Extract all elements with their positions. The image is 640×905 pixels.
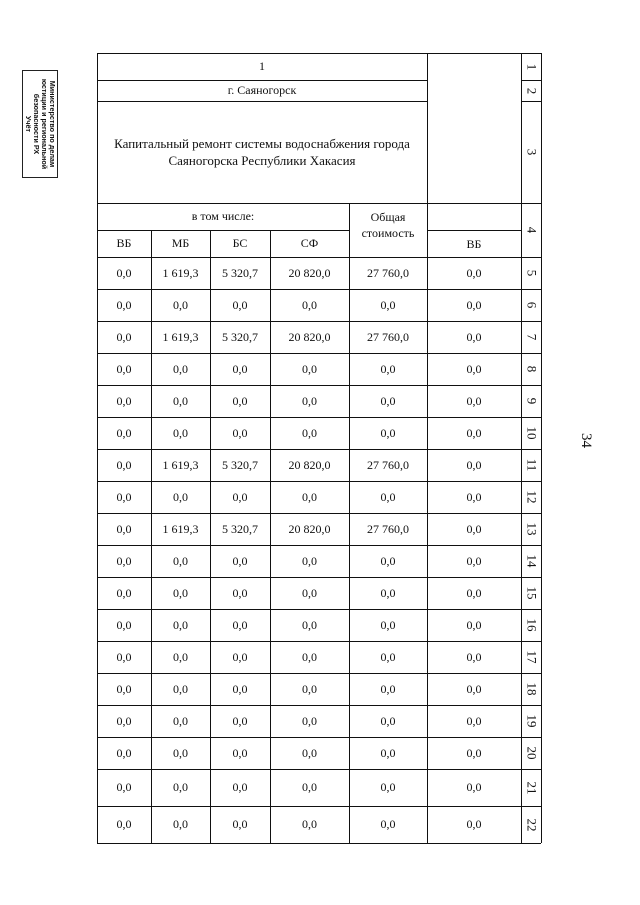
cell-bs: 0,0 [232, 617, 248, 632]
row-number: 18 [524, 682, 539, 696]
row-number: 11 [524, 458, 539, 472]
cell-bs: 5 320,7 [222, 265, 258, 280]
budget-table [97, 53, 541, 850]
cell-total: 27 760,0 [367, 265, 409, 280]
cell-sf: 0,0 [302, 780, 317, 794]
cell-sf: 0,0 [302, 553, 317, 568]
cell-mb: 0,0 [173, 425, 188, 440]
cell-total: 0,0 [380, 297, 396, 312]
row-number: 15 [524, 586, 539, 600]
cell-total: 0,0 [380, 553, 396, 568]
column-header-bs: БС [232, 236, 248, 250]
cell-sf: 0,0 [302, 297, 317, 312]
cell-mb: 0,0 [173, 553, 188, 568]
table-rule [541, 53, 542, 843]
cell-vb: 0,0 [116, 745, 132, 760]
column-header-mb: МБ [171, 236, 190, 250]
cell-sf: 20 820,0 [288, 521, 331, 536]
cell-sf: 0,0 [302, 489, 317, 504]
column-header-sf: СФ [300, 236, 319, 250]
cell-total: 0,0 [380, 681, 396, 696]
cell-vb2: 0,0 [466, 521, 482, 536]
cell-total: 0,0 [380, 585, 396, 600]
row-number: 22 [524, 818, 539, 831]
cell-bs: 0,0 [232, 713, 248, 728]
cell-bs: 5 320,7 [222, 457, 258, 472]
project-title-line-2: Саяногорска Республики Хакасия [168, 153, 356, 168]
cell-vb2: 0,0 [466, 817, 482, 831]
row-number: 16 [524, 618, 539, 632]
cell-sf: 0,0 [302, 649, 317, 664]
cell-bs: 5 320,7 [222, 329, 258, 344]
row-number: 5 [524, 269, 539, 277]
cell-vb: 0,0 [116, 585, 132, 600]
cell-mb: 0,0 [173, 649, 188, 664]
cell-vb2: 0,0 [466, 553, 482, 568]
cell-total: 0,0 [380, 649, 396, 664]
cell-sf: 0,0 [302, 745, 317, 760]
cell-vb2: 0,0 [466, 713, 482, 728]
cell-vb2: 0,0 [466, 585, 482, 600]
cell-bs: 0,0 [232, 489, 248, 504]
cell-total: 27 760,0 [367, 457, 409, 472]
cell-vb: 0,0 [116, 553, 132, 568]
header-row-number-2: 2 [524, 87, 539, 94]
page-number: 34 [578, 433, 594, 448]
table-rule [97, 230, 349, 231]
cell-mb: 0,0 [173, 297, 188, 312]
cell-total: 0,0 [380, 361, 396, 376]
cell-bs: 0,0 [232, 297, 248, 312]
stamp-line-1: Министерство по делам [48, 80, 57, 168]
stamp-extra: Учёт [24, 115, 33, 133]
column-header-vb: ВБ [116, 236, 132, 250]
cell-vb: 0,0 [116, 425, 132, 440]
cell-vb: 0,0 [116, 713, 132, 728]
cell-vb: 0,0 [116, 617, 132, 632]
cell-vb2: 0,0 [466, 425, 482, 440]
cell-bs: 0,0 [232, 745, 248, 760]
cell-mb: 0,0 [173, 361, 188, 376]
header-row-number-4: 4 [524, 226, 539, 234]
row-number: 20 [524, 746, 539, 760]
cell-sf: 0,0 [302, 713, 317, 728]
cell-mb: 0,0 [173, 393, 188, 408]
table-rule [97, 101, 427, 102]
cell-mb: 0,0 [173, 817, 188, 831]
cell-mb: 1 619,3 [162, 265, 199, 280]
cell-total: 27 760,0 [367, 521, 409, 536]
row-number: 7 [524, 333, 539, 341]
cell-vb: 0,0 [116, 817, 132, 831]
cell-sf: 0,0 [302, 361, 317, 376]
cell-vb: 0,0 [116, 681, 132, 696]
cell-vb: 0,0 [116, 521, 132, 536]
cell-vb2: 0,0 [466, 329, 482, 344]
cell-total: 0,0 [380, 489, 396, 504]
project-title-line-1: Капитальный ремонт системы водоснабжения города [114, 136, 410, 151]
total-cost-line-1: Общая [370, 210, 406, 224]
cell-sf: 20 820,0 [288, 457, 331, 472]
cell-total: 0,0 [380, 393, 396, 408]
cell-vb2: 0,0 [466, 617, 482, 632]
row-number: 8 [524, 365, 539, 373]
cell-mb: 0,0 [173, 780, 188, 794]
cell-vb2: 0,0 [466, 780, 482, 794]
header-row-number-3: 3 [524, 148, 539, 156]
table-rule [521, 80, 541, 81]
cell-mb: 1 619,3 [162, 521, 199, 536]
cell-sf: 0,0 [302, 585, 317, 600]
cell-vb: 0,0 [116, 457, 132, 472]
cell-total: 0,0 [380, 713, 396, 728]
cell-vb2: 0,0 [466, 265, 482, 280]
stamp-line-3: безопасности РХ [32, 93, 41, 155]
cell-mb: 1 619,3 [162, 457, 199, 472]
cell-vb2: 0,0 [466, 457, 482, 472]
cell-vb: 0,0 [116, 265, 132, 280]
cell-vb2: 0,0 [466, 649, 482, 664]
column-header-vb-last: ВБ [466, 237, 482, 251]
row-number: 14 [524, 554, 539, 568]
table-rule [97, 80, 427, 81]
cell-total: 0,0 [380, 425, 396, 440]
cell-mb: 1 619,3 [162, 329, 199, 344]
cell-bs: 0,0 [232, 649, 248, 664]
row-number: 17 [524, 650, 539, 664]
cell-vb: 0,0 [116, 297, 132, 312]
cell-vb: 0,0 [116, 329, 132, 344]
header-top-label: 1 [259, 59, 265, 73]
cell-vb2: 0,0 [466, 745, 482, 760]
cell-vb: 0,0 [116, 489, 132, 504]
cell-vb2: 0,0 [466, 297, 482, 312]
cell-total: 0,0 [380, 745, 396, 760]
row-number: 13 [524, 522, 539, 536]
cell-bs: 0,0 [232, 585, 248, 600]
cell-bs: 0,0 [232, 817, 248, 831]
cell-mb: 0,0 [173, 489, 188, 504]
cell-mb: 0,0 [173, 713, 188, 728]
row-number: 6 [524, 301, 539, 309]
row-number: 19 [524, 714, 539, 728]
cell-vb2: 0,0 [466, 393, 482, 408]
cell-bs: 0,0 [232, 681, 248, 696]
in-that-number-header: в том числе: [191, 209, 255, 223]
cell-vb: 0,0 [116, 649, 132, 664]
cell-bs: 5 320,7 [222, 521, 258, 536]
row-number: 12 [524, 490, 539, 504]
cell-vb2: 0,0 [466, 489, 482, 504]
cell-bs: 0,0 [232, 393, 248, 408]
cell-total: 0,0 [380, 817, 396, 831]
cell-sf: 0,0 [302, 817, 317, 831]
cell-vb: 0,0 [116, 393, 132, 408]
cell-mb: 0,0 [173, 617, 188, 632]
table-rule [97, 203, 541, 204]
cell-vb2: 0,0 [466, 361, 482, 376]
project-title [97, 101, 427, 203]
row-number: 9 [524, 397, 539, 405]
table-rule [97, 843, 541, 844]
table-rule [97, 53, 541, 54]
cell-sf: 0,0 [302, 617, 317, 632]
cell-total: 0,0 [380, 780, 396, 794]
cell-mb: 0,0 [173, 585, 188, 600]
cell-sf: 0,0 [302, 425, 317, 440]
cell-total: 27 760,0 [367, 329, 409, 344]
cell-vb: 0,0 [116, 780, 132, 794]
cell-bs: 0,0 [232, 425, 248, 440]
cell-sf: 20 820,0 [288, 265, 331, 280]
total-cost-line-2: стоимость [361, 226, 415, 240]
cell-vb: 0,0 [116, 361, 132, 376]
city-name: г. Саяногорск [227, 83, 297, 97]
stamp-line-2: юстиции и региональной [40, 78, 49, 170]
cell-sf: 20 820,0 [288, 329, 331, 344]
table-rule [427, 230, 521, 231]
cell-sf: 0,0 [302, 681, 317, 696]
cell-total: 0,0 [380, 617, 396, 632]
row-number: 10 [524, 426, 539, 440]
header-row-number-1: 1 [524, 63, 539, 70]
total-cost-header [349, 203, 427, 257]
cell-bs: 0,0 [232, 361, 248, 376]
cell-mb: 0,0 [173, 745, 188, 760]
table-rule [521, 101, 541, 102]
cell-sf: 0,0 [302, 393, 317, 408]
registration-stamp [22, 70, 58, 178]
cell-vb2: 0,0 [466, 681, 482, 696]
cell-bs: 0,0 [232, 553, 248, 568]
row-number: 21 [524, 781, 539, 794]
cell-bs: 0,0 [232, 780, 248, 794]
cell-mb: 0,0 [173, 681, 188, 696]
